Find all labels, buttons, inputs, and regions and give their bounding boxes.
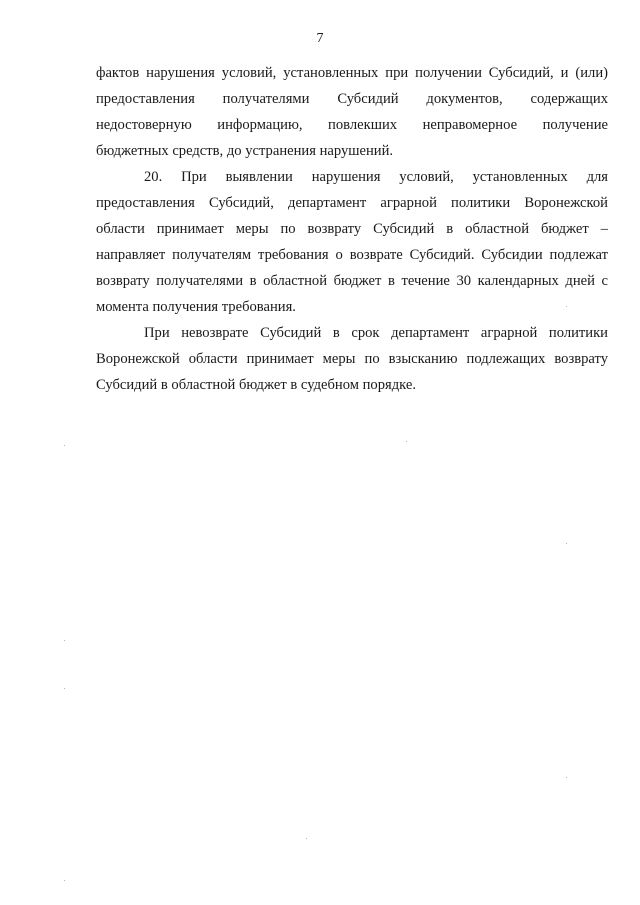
text-line: При невозврате Субсидий в срок департамент аграрной политики — [144, 325, 608, 341]
text-line: Субсидий в областной бюджет в судебном порядке. — [96, 377, 416, 393]
text-line: недостоверную информацию, повлекших неправомерное получение — [96, 117, 608, 133]
paragraph-continuation — [96, 60, 608, 164]
text-line: бюджетных средств, до устранения нарушений. — [96, 143, 394, 159]
scan-speck — [406, 441, 407, 442]
text-line: направляет получателям требования о возврате Субсидий. Субсидии подлежат — [96, 247, 608, 263]
document-body — [96, 60, 608, 398]
scan-speck — [566, 543, 567, 544]
scan-speck — [566, 306, 567, 307]
text-line: возврату получателями в областной бюджет в течение 30 календарных дней с — [96, 273, 608, 289]
text-line: предоставления Субсидий, департамент аграрной политики Воронежской — [96, 195, 608, 211]
scan-speck — [566, 777, 567, 778]
scan-speck — [306, 838, 307, 839]
text-line: предоставления получателями Субсидий документов, содержащих — [96, 91, 608, 107]
text-line: 20. При выявлении нарушения условий, установленных для — [144, 169, 608, 185]
scan-speck — [64, 688, 65, 689]
page-number: 7 — [316, 31, 324, 46]
text-line: Воронежской области принимает меры по взысканию подлежащих возврату — [96, 351, 608, 367]
paragraph-item-20 — [96, 164, 608, 320]
scan-speck — [64, 640, 65, 641]
paragraph-nonreturn — [96, 320, 608, 398]
text-line: области принимает меры по возврату Субсидий в областной бюджет – — [96, 221, 608, 237]
scan-speck — [64, 445, 65, 446]
scan-speck — [64, 880, 65, 881]
text-line: фактов нарушения условий, установленных при получении Субсидий, и (или) — [96, 65, 608, 81]
text-line: момента получения требования. — [96, 299, 296, 315]
